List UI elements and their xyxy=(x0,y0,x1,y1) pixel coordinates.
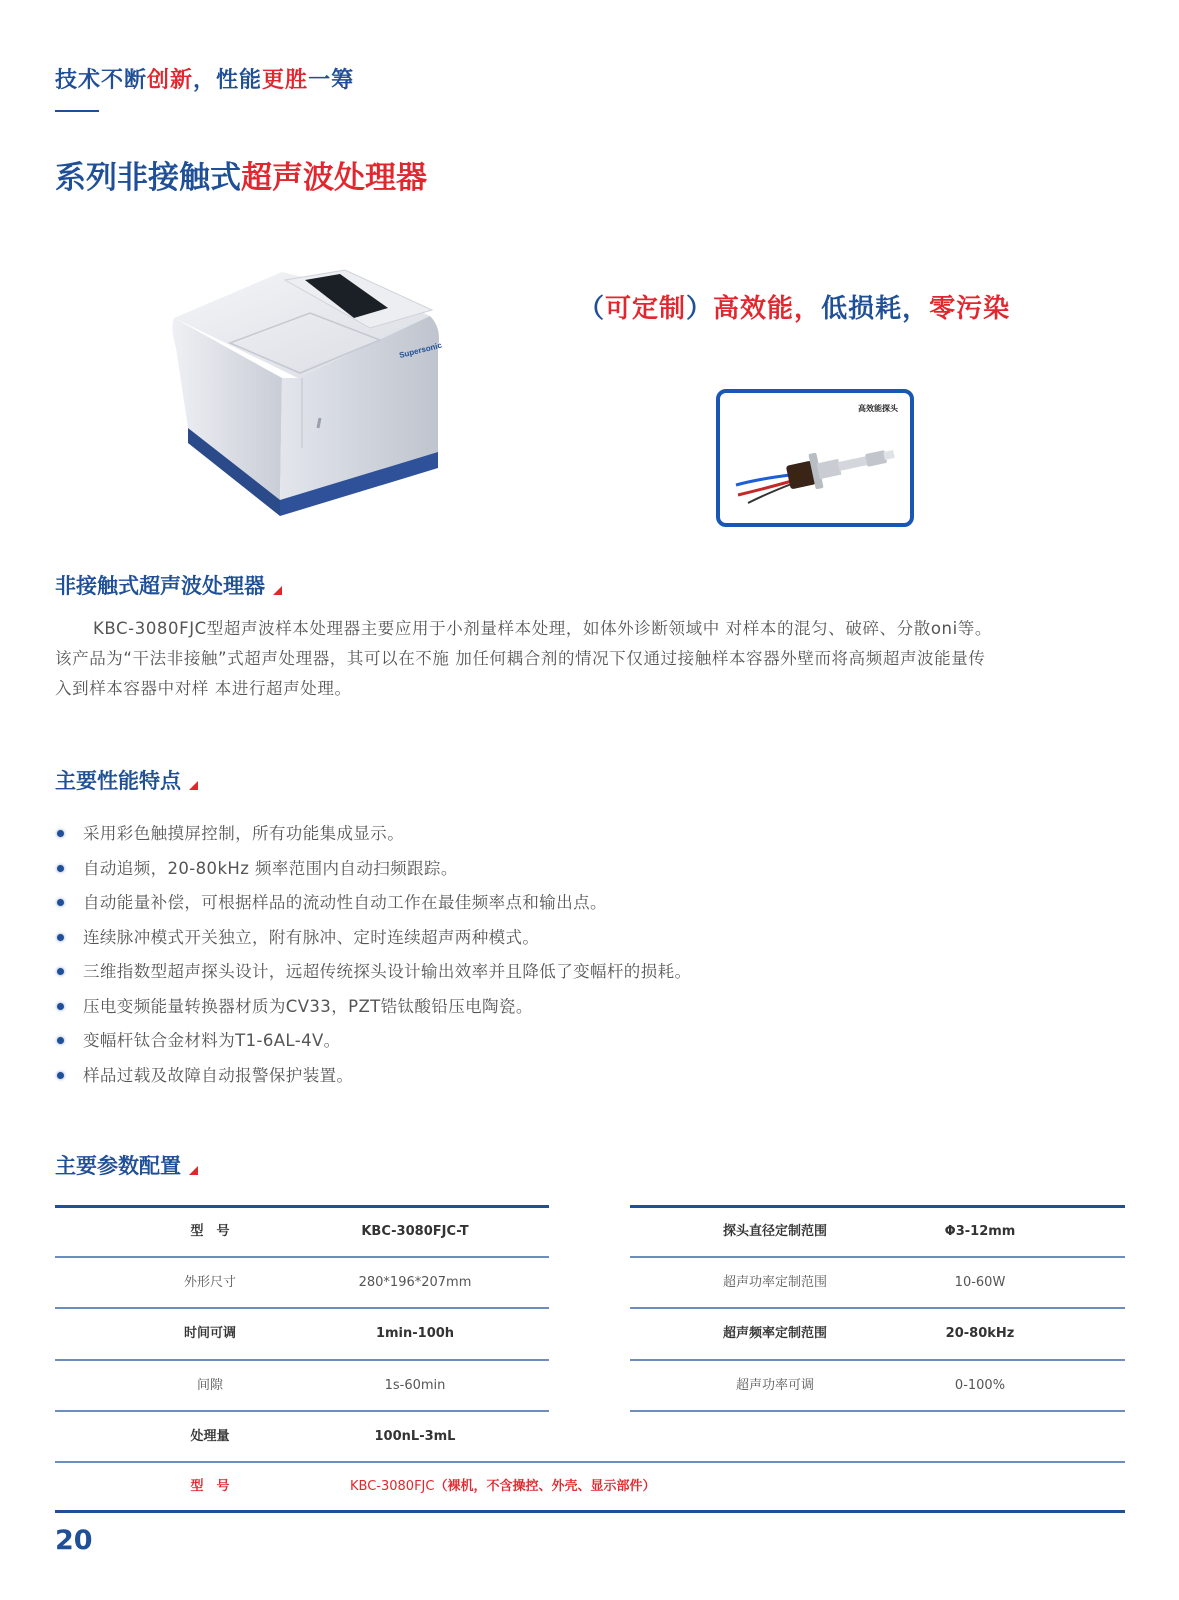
feature-text: 采用彩色触摸屏控制，所有功能集成显示。 xyxy=(83,824,405,843)
tagline-text: 一筹 xyxy=(308,68,355,93)
page-number: 20 xyxy=(55,1525,93,1556)
param-label: 处理量 xyxy=(190,1429,230,1444)
tagline-highlight: 更胜 xyxy=(262,68,309,93)
section-heading-text: 非接触式超声波处理器 xyxy=(55,574,265,598)
table-row xyxy=(55,1361,549,1411)
page-title-prefix: 系列非接触式 xyxy=(55,160,241,196)
feature-text: 样品过载及故障自动报警保护装置。 xyxy=(83,1065,354,1085)
feature-text: 压电变频能量转换器材质为CV33，PZT锆钛酸铅压电陶瓷。 xyxy=(83,996,533,1016)
table-row xyxy=(55,1258,549,1308)
table-row xyxy=(630,1361,1125,1411)
slogan-customizable: 可定制 xyxy=(605,294,687,324)
intro-line: 入到样本容器中对样 本进行超声处理。 xyxy=(55,679,352,698)
intro-line: 该产品为“干法非接触”式超声处理器，其可以在不施 加任何耦合剂的情况下仅通过接触样本容器外壁而将高频超声波能量传 xyxy=(55,649,986,668)
param-value: Φ3-12mm xyxy=(944,1224,1016,1239)
table-row xyxy=(55,1412,549,1462)
feature-text: 三维指数型超声探头设计，远超传统探头设计输出效率并且降低了变幅杆的损耗。 xyxy=(83,962,692,981)
slogan-bracket: （ xyxy=(578,294,606,324)
feature-text: 自动能量补偿，可根据样品的流动性自动工作在最佳频率点和输出点。 xyxy=(83,893,607,912)
param-value: 1min-100h xyxy=(375,1326,455,1341)
table-row-footer xyxy=(55,1462,1125,1512)
feature-text: 变幅杆钛合金材料为T1-6AL-4V。 xyxy=(83,1031,341,1050)
param-label: 超声功率定制范围 xyxy=(722,1275,827,1290)
table-row xyxy=(630,1258,1125,1308)
param-value: 1s-60min xyxy=(384,1378,446,1393)
param-value: 100nL-3mL xyxy=(374,1429,456,1444)
param-label: 型 号 xyxy=(190,1224,230,1239)
device-brand-text: Supersonic xyxy=(398,340,443,360)
param-label: 时间可调 xyxy=(183,1326,236,1341)
probe-label: 高效能探头 xyxy=(858,404,898,413)
table-row xyxy=(55,1309,549,1359)
feature-text: 自动追频，20-80kHz 频率范围内自动扫频跟踪。 xyxy=(83,858,458,878)
param-value: 0-100% xyxy=(954,1378,1006,1393)
param-label: 间隙 xyxy=(196,1378,223,1393)
param-label: 型 号 xyxy=(190,1479,230,1494)
param-label: 超声功率可调 xyxy=(735,1378,814,1393)
table-row xyxy=(630,1309,1125,1359)
footer-note: （裸机，不含操控、外壳、显示部件） xyxy=(434,1479,656,1494)
tagline-highlight: 创新 xyxy=(147,68,194,93)
feature-text: 连续脉冲模式开关独立，附有脉冲、定时连续超声两种模式。 xyxy=(83,927,540,947)
footer-model: KBC-3080FJC xyxy=(350,1479,435,1494)
slogan-low-loss: 低损耗， xyxy=(821,294,930,324)
intro-line: KBC-3080FJC型超声波样本处理器主要应用于小剂量样本处理，如体外诊断领域中 对样本的混匀、破碎、分散oni等。 xyxy=(93,619,992,638)
param-value: 10-60W xyxy=(954,1275,1006,1290)
param-label: 探头直径定制范围 xyxy=(722,1224,827,1239)
table-row xyxy=(630,1207,1125,1257)
slogan-efficiency: 高效能， xyxy=(713,294,822,324)
slogan-bracket: ） xyxy=(686,294,714,324)
param-value: 20-80kHz xyxy=(945,1326,1015,1341)
param-label: 外形尺寸 xyxy=(183,1275,236,1290)
param-value xyxy=(350,1462,770,1512)
section-heading-text: 主要参数配置 xyxy=(55,1154,181,1178)
section-heading-text: 主要性能特点 xyxy=(55,769,181,793)
param-value: 280*196*207mm xyxy=(358,1275,472,1290)
param-value: KBC-3080FJC-T xyxy=(361,1224,469,1239)
tagline-text: ，性能 xyxy=(193,68,263,93)
tagline-text: 技术不断 xyxy=(55,68,148,93)
param-label: 超声频率定制范围 xyxy=(722,1326,827,1341)
page-title-highlight: 超声波处理器 xyxy=(241,160,427,196)
slogan-zero-pollution: 零污染 xyxy=(929,294,1011,324)
table-row xyxy=(55,1207,549,1257)
